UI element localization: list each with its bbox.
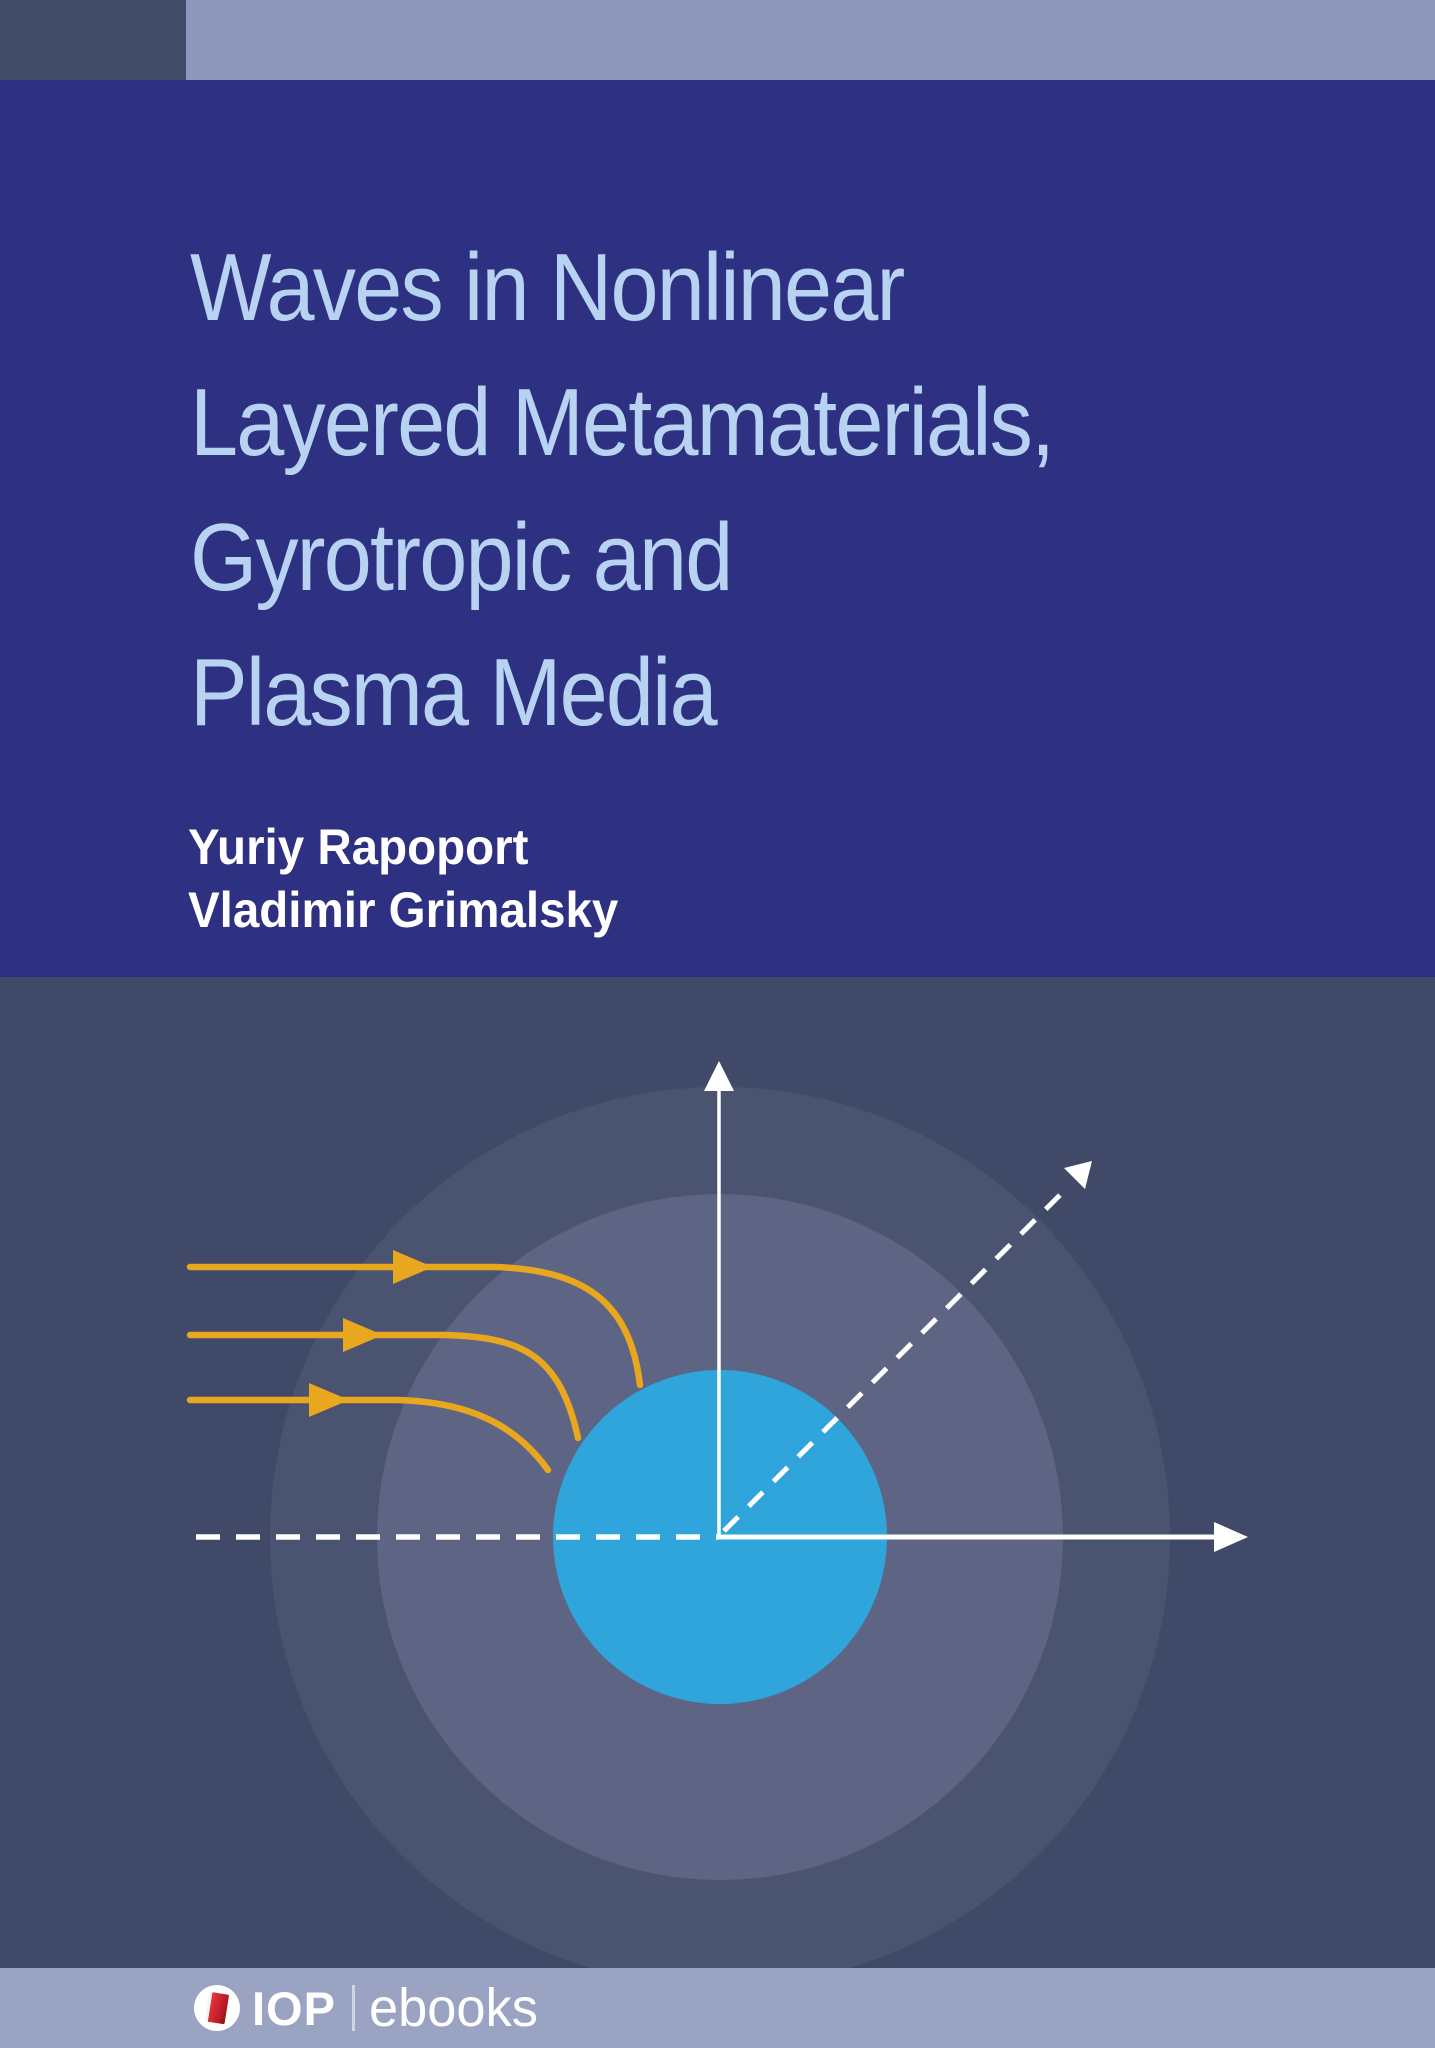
cover-artwork — [0, 977, 1435, 1968]
ebooks-text: ebooks — [368, 1978, 538, 2038]
authors — [188, 816, 618, 942]
iop-logo-circle — [194, 1985, 240, 2031]
title-block — [0, 80, 1435, 977]
iop-book-icon — [205, 1992, 229, 2025]
logo-divider — [352, 1985, 355, 2031]
author-2: Vladimir Grimalsky — [188, 882, 619, 938]
up-arrow-icon — [704, 1061, 734, 1091]
title-line-3: Gyrotropic and — [190, 504, 732, 611]
header-band — [0, 0, 1435, 80]
title-line-4: Plasma Media — [190, 639, 716, 746]
book-title — [190, 220, 1053, 760]
iop-ebooks-logo — [194, 1968, 543, 2048]
publisher-bar — [0, 1968, 1435, 2048]
title-line-2: Layered Metamaterials, — [190, 369, 1054, 476]
header-corner-square — [0, 0, 186, 80]
title-line-1: Waves in Nonlinear — [190, 234, 904, 341]
plasma-diagram — [0, 977, 1435, 1968]
author-1: Yuriy Rapoport — [188, 819, 529, 875]
right-arrow-icon — [1214, 1522, 1248, 1552]
iop-brand-text: IOP — [252, 1981, 336, 2035]
diagonal-arrow-icon — [1064, 1161, 1092, 1189]
